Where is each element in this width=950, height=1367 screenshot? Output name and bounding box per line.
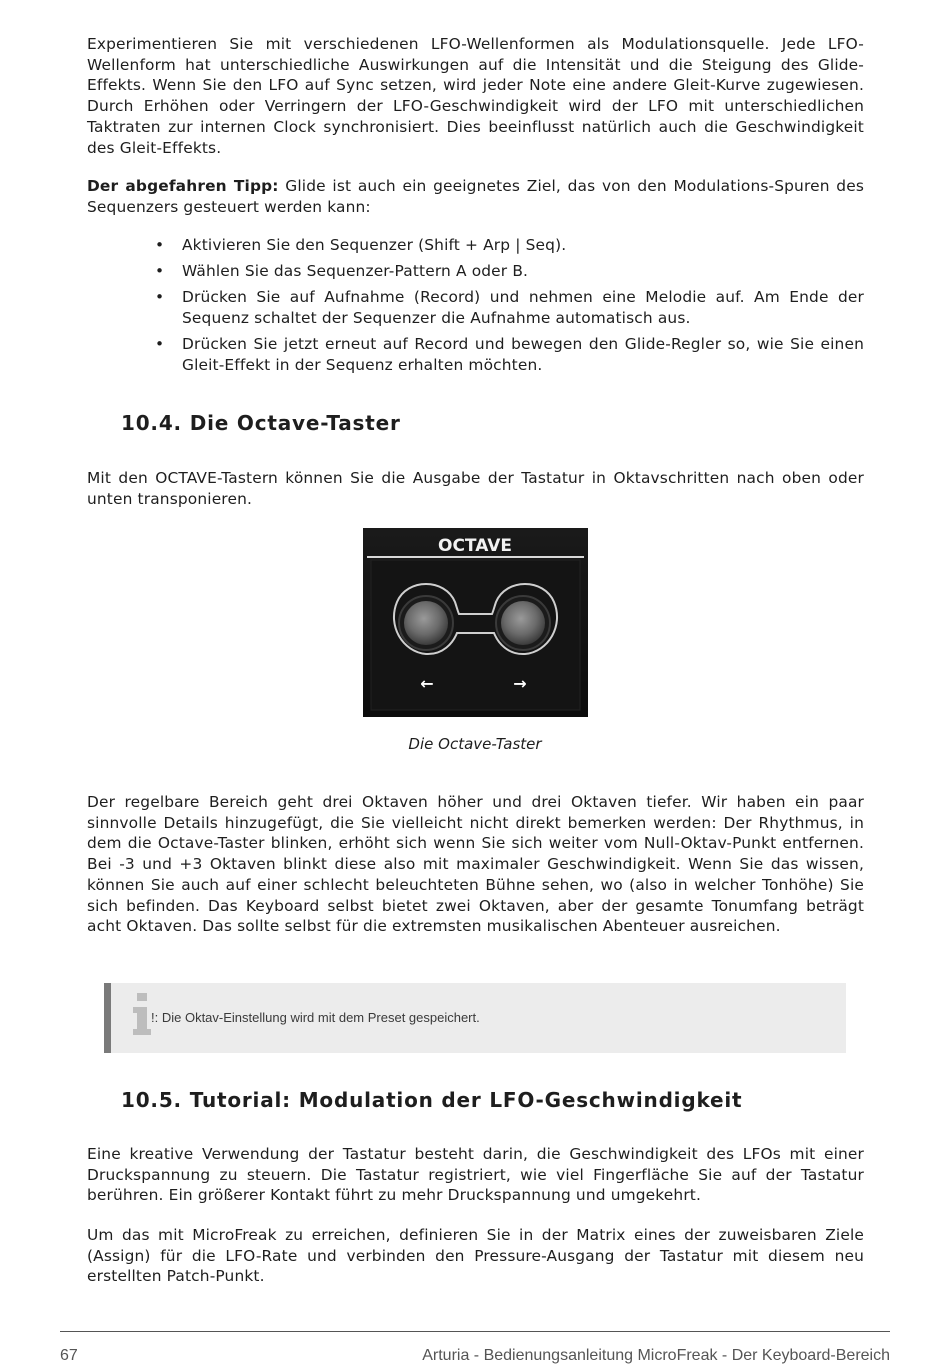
arrow-right-icon: → xyxy=(513,674,527,693)
list-item: • Wählen Sie das Sequenzer-Pattern A oder B. xyxy=(155,261,864,282)
figure-caption: Die Octave-Taster xyxy=(408,735,542,753)
footer-divider xyxy=(60,1331,890,1332)
section-heading-lfo-tutorial: 10.5. Tutorial: Modulation der LFO-Geschwindigkeit xyxy=(121,1088,743,1112)
tip-label: Der abgefahren Tipp: xyxy=(87,177,279,195)
footer-title: Arturia - Bedienungsanleitung MicroFreak - Der Keyboard-Bereich xyxy=(422,1347,890,1364)
tip-text: Glide ist auch ein geeignetes Ziel, das von den Modulations-Spuren des Sequenzers gesteuert werden kann: xyxy=(87,177,864,216)
lfo-matrix-paragraph: Um das mit MicroFreak zu erreichen, definieren Sie in der Matrix eines der zuweisbaren Ziele (Assign) für die LFO-Rate und verbinden den Pressure-Ausgang der Tastatur mit diesem neu erstellten Patch-Punkt. xyxy=(87,1226,864,1286)
octave-down-button[interactable] xyxy=(404,601,448,645)
octave-panel-illustration xyxy=(363,528,588,717)
octave-intro-paragraph: Mit den OCTAVE-Tastern können Sie die Ausgabe der Tastatur in Oktavschritten nach oben oder unten transponieren. xyxy=(87,469,864,508)
section-heading-octave: 10.4. Die Octave-Taster xyxy=(121,411,401,435)
octave-buttons-figure xyxy=(363,528,588,717)
lfo-intro-paragraph: Eine kreative Verwendung der Tastatur besteht darin, die Geschwindigkeit des LFOs mit einer Druckspannung zu steuern. Die Tastatur registriert, wie viel Fingerfläche Sie auf der Tastatur berühren. Ein größerer Kontakt führt zu mehr Druckspannung und umgekehrt. xyxy=(87,1145,864,1205)
info-note xyxy=(104,983,846,1053)
octave-range-paragraph: Der regelbare Bereich geht drei Oktaven höher und drei Oktaven tiefer. Wir haben ein paar sinnvolle Details hinzugefügt, die Sie vielleicht nicht direkt bemerken werden: Der Rhythmus, in dem die Octave-Taster blinken, erhöht sich wenn Sie sich weiter vom Null-Oktav-Punkt entfernen. Bei -3 und +3 Oktaven blinkt diese also mit maximaler Geschwindigkeit. Wenn Sie das wissen, können Sie auch auf einer schlecht beleuchteten Bühne sehen, wo (also in welcher Tonhöhe) Sie sich befinden. Das Keyboard selbst bietet zwei Oktaven, aber der gesamte Tonumfang beträgt acht Oktaven. Das sollte selbst für die extremsten musikalischen Abenteuer ausreichen. xyxy=(87,793,864,936)
list-item: • Drücken Sie auf Aufnahme (Record) und nehmen eine Melodie auf. Am Ende der Sequenz schaltet der Sequenzer die Aufnahme automatisch aus. xyxy=(155,287,864,328)
intro-paragraph: Experimentieren Sie mit verschiedenen LFO-Wellenformen als Modulationsquelle. Jede LFO-Wellenform hat unterschiedliche Auswirkungen auf die Intensität und die Steigung des Glide-Effekts. Wenn Sie den LFO auf Sync setzen, wird jeder Note eine andere Gleit-Kurve zugewiesen. Durch Erhöhen oder Verringern der LFO-Geschwindigkeit wird der LFO mit unterschiedlichen Taktraten zur internen Clock synchronisiert. Dies beeinflusst natürlich auch die Geschwindigkeit des Gleit-Effekts. xyxy=(87,35,864,157)
list-item: • Aktivieren Sie den Sequenzer (Shift + Arp | Seq). xyxy=(155,235,864,256)
arrow-left-icon: ← xyxy=(420,674,434,693)
octave-up-button[interactable] xyxy=(501,601,545,645)
list-item: • Drücken Sie jetzt erneut auf Record und bewegen den Glide-Regler so, wie Sie einen Gleit-Effekt in der Sequenz erhalten möchten. xyxy=(155,334,864,375)
page-number: 67 xyxy=(60,1347,78,1364)
octave-label: OCTAVE xyxy=(438,536,512,556)
octave-label-rule xyxy=(367,556,584,558)
sequencer-steps-list xyxy=(155,235,864,381)
tip-paragraph xyxy=(87,176,864,217)
note-text: !: Die Oktav-Einstellung wird mit dem Preset gespeichert. xyxy=(151,1010,480,1025)
